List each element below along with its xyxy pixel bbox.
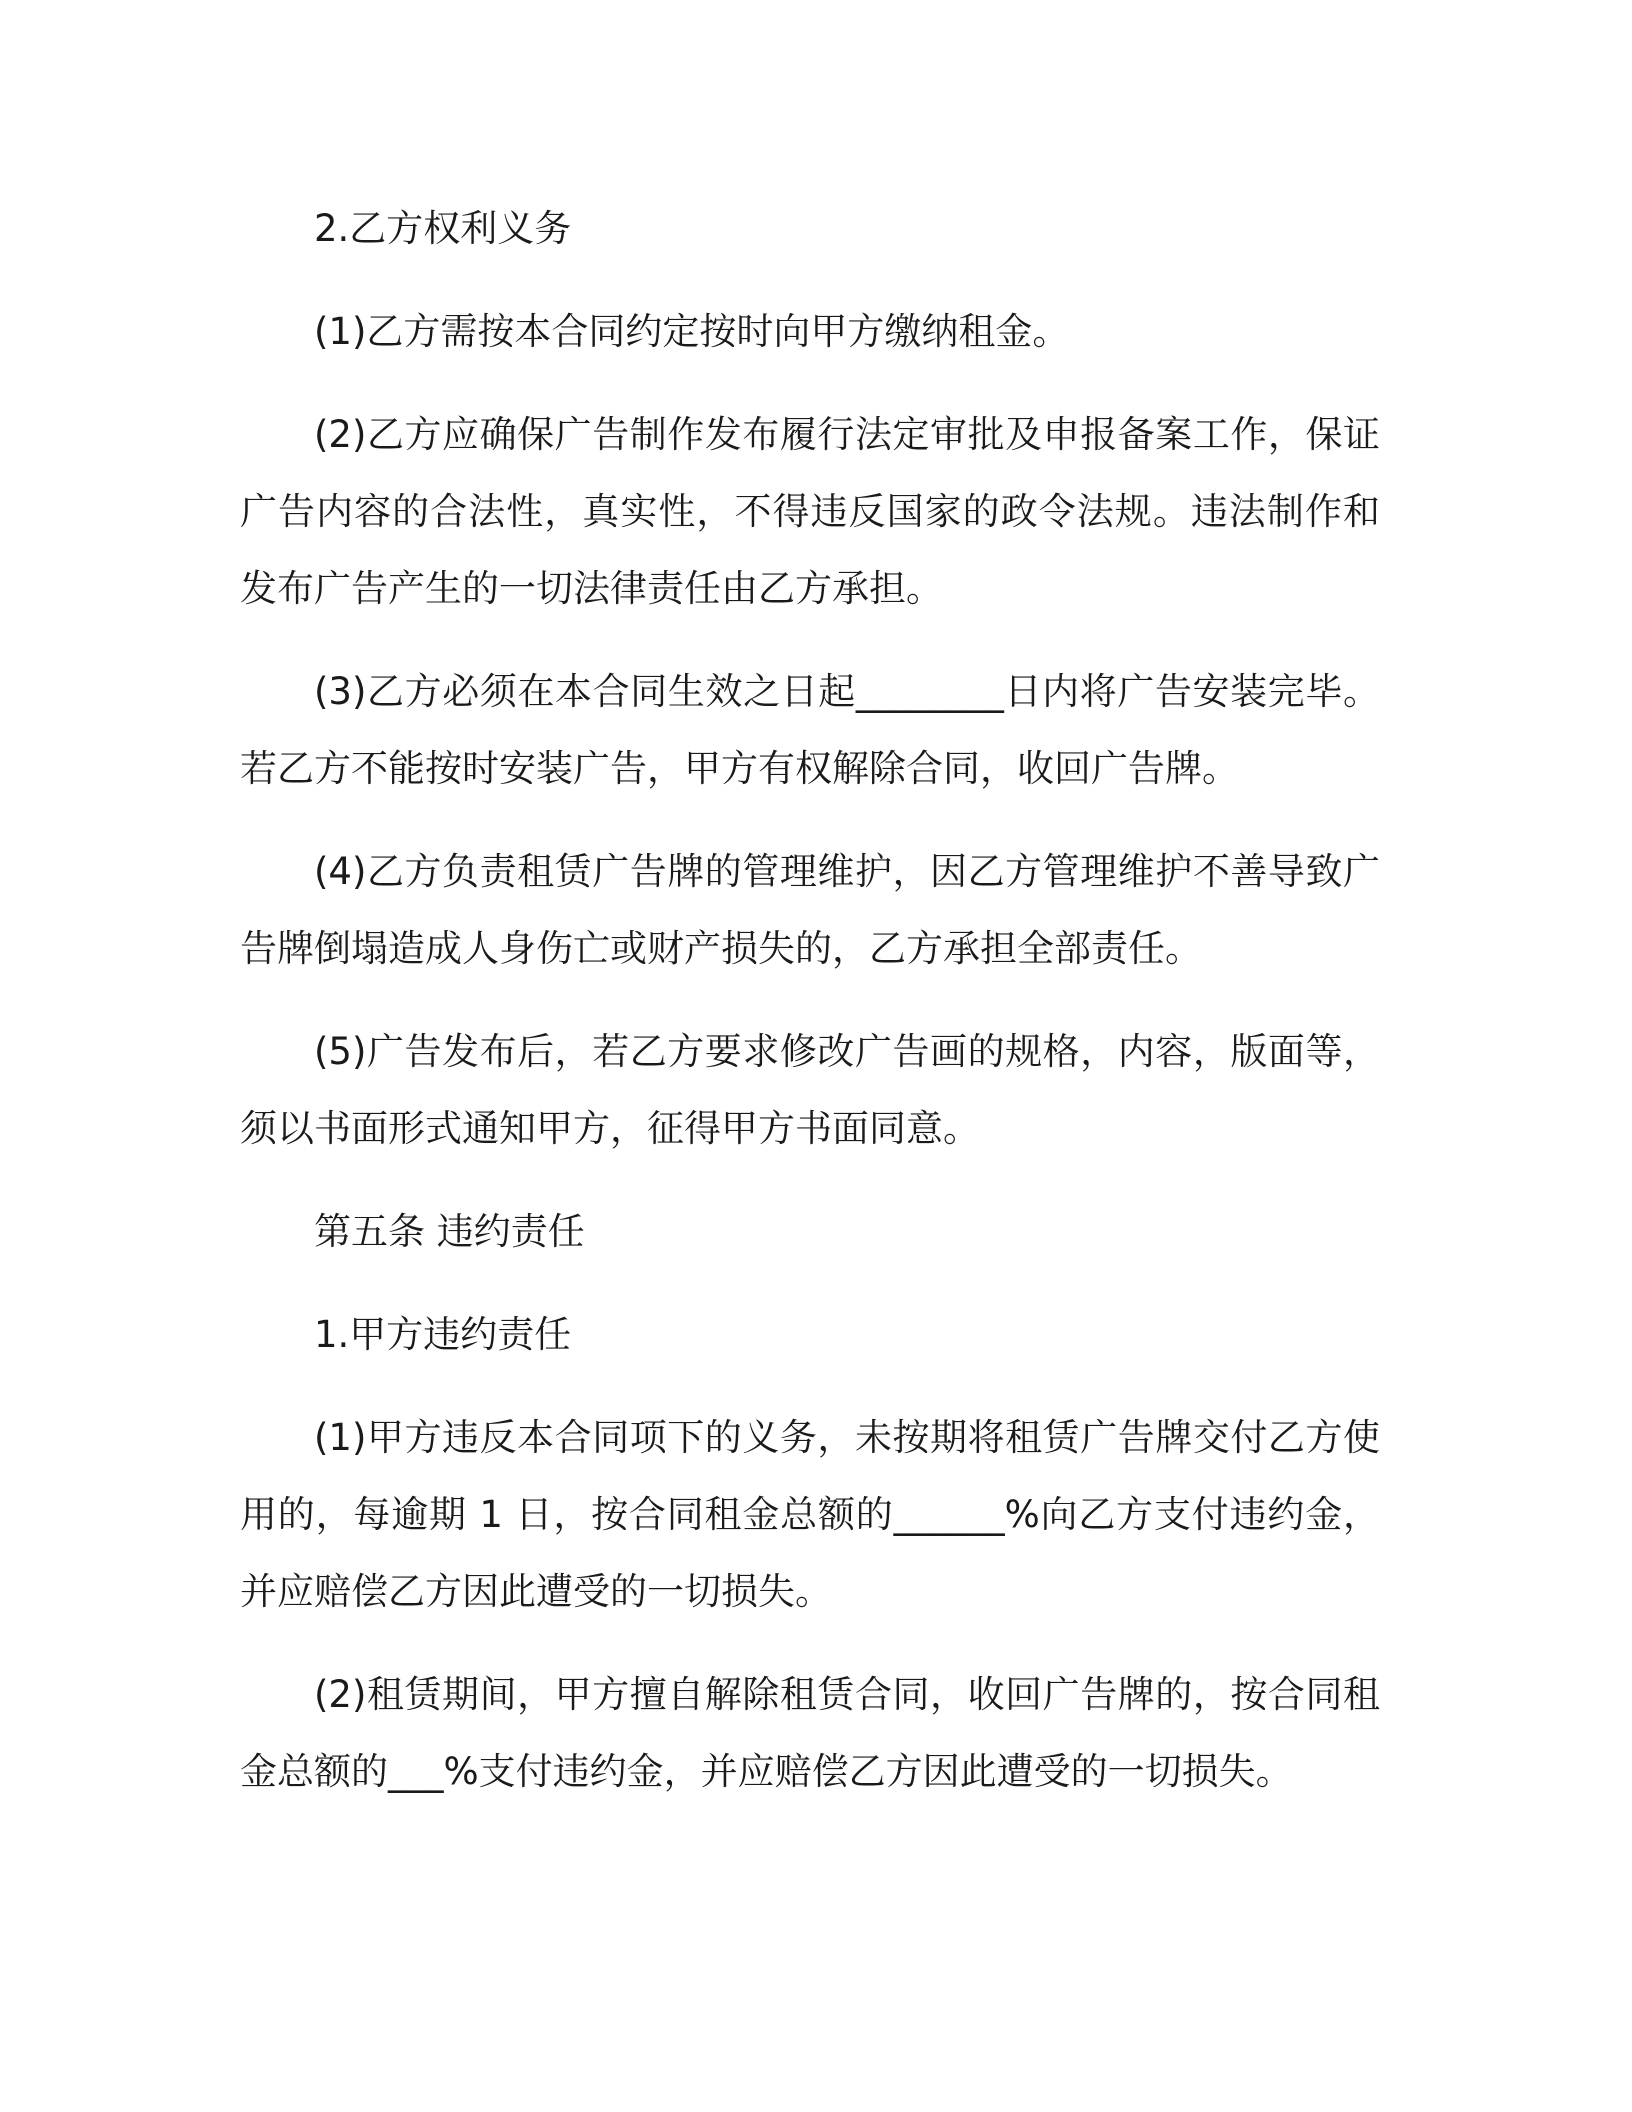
clause-paragraph: (2)乙方应确保广告制作发布履行法定审批及申报备案工作，保证广告内容的合法性，真实性，不得违反国家的政令法规。违法制作和发布广告产生的一切法律责任由乙方承担。	[240, 413, 1380, 610]
clause-paragraph: (5)广告发布后，若乙方要求修改广告画的规格，内容，版面等，须以书面形式通知甲方，征得甲方书面同意。	[240, 1030, 1380, 1150]
section-heading-party-b-rights: 2.乙方权利义务	[314, 207, 572, 250]
article-heading-breach-liability: 第五条 违约责任	[314, 1210, 585, 1253]
document-page	[240, 190, 1380, 1810]
clause-paragraph: (1)乙方需按本合同约定按时向甲方缴纳租金。	[314, 310, 1070, 353]
clause-paragraph: (1)甲方违反本合同项下的义务，未按期将租赁广告牌交付乙方使用的，每逾期 1 日，按合同租金总额的______%向乙方支付违约金，并应赔偿乙方因此遭受的一切损失。	[240, 1416, 1380, 1613]
clause-paragraph: (4)乙方负责租赁广告牌的管理维护，因乙方管理维护不善导致广告牌倒塌造成人身伤亡或财产损失的，乙方承担全部责任。	[240, 850, 1380, 970]
section-heading-party-a-breach: 1.甲方违约责任	[314, 1313, 572, 1356]
clause-paragraph: (2)租赁期间，甲方擅自解除租赁合同，收回广告牌的，按合同租金总额的___%支付违约金，并应赔偿乙方因此遭受的一切损失。	[240, 1673, 1380, 1793]
clause-paragraph: (3)乙方必须在本合同生效之日起________日内将广告安装完毕。若乙方不能按时安装广告，甲方有权解除合同，收回广告牌。	[240, 670, 1380, 790]
